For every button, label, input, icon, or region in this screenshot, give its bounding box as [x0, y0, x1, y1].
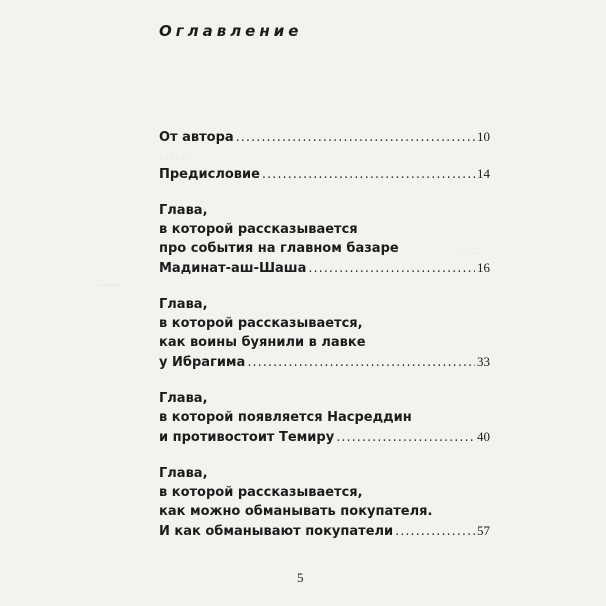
toc-page-number: 57	[477, 523, 490, 538]
toc-entry-line: в которой рассказывается	[159, 222, 358, 237]
toc-entry-line: в которой рассказывается,	[159, 316, 363, 331]
bleed-through-text: . . . . . .	[160, 150, 191, 162]
page-title: Оглавление	[159, 22, 303, 40]
toc-page-number: 40	[477, 429, 490, 444]
toc-entry-line: Глава,	[159, 297, 208, 312]
leader-dots	[336, 428, 475, 447]
toc-entry-title: От автора	[159, 130, 234, 145]
toc-entry-line	[159, 521, 490, 541]
bleed-through-text: .......	[100, 277, 120, 289]
leader-dots	[236, 128, 475, 147]
toc-entry-line: в которой рассказывается,	[159, 485, 363, 500]
toc-entry-line	[159, 127, 490, 147]
toc-entry-line	[159, 258, 490, 278]
toc-entry-line	[159, 352, 490, 372]
toc-entry-line: про события на главном базаре	[159, 241, 399, 256]
toc-entry-line: как воины буянили в лавке	[159, 335, 366, 350]
leader-dots	[262, 165, 475, 184]
leader-dots	[395, 522, 475, 541]
toc-entry-line: в которой появляется Насреддин	[159, 410, 412, 425]
leader-dots	[247, 353, 475, 372]
toc-entry-line: как можно обманывать покупателя.	[159, 504, 433, 519]
toc-page-number: 16	[477, 260, 490, 275]
toc-page-number: 14	[477, 166, 490, 181]
toc-entry[interactable]	[159, 164, 490, 184]
toc-entry[interactable]	[159, 389, 490, 447]
toc-entry[interactable]	[159, 127, 490, 147]
table-of-contents	[159, 127, 490, 558]
leader-dots	[308, 259, 475, 278]
toc-entry-line	[159, 164, 490, 184]
page-number: 5	[297, 570, 304, 585]
bleed-through-text: . . . .	[460, 245, 480, 257]
toc-entry-line: Глава,	[159, 203, 208, 218]
toc-entry[interactable]	[159, 201, 490, 278]
toc-entry-line	[159, 427, 490, 447]
toc-entry-line: Глава,	[159, 466, 208, 481]
toc-entry[interactable]	[159, 464, 490, 541]
toc-entry-title: Мадинат-аш-Шаша	[159, 261, 307, 276]
toc-entry[interactable]	[159, 295, 490, 372]
toc-page-number: 33	[477, 354, 490, 369]
toc-entry-title: Предисловие	[159, 167, 260, 182]
toc-entry-line: Глава,	[159, 391, 208, 406]
toc-entry-title: И как обманывают покупатели	[159, 524, 394, 539]
toc-entry-title: у Ибрагима	[159, 355, 246, 370]
toc-page-number: 10	[477, 129, 490, 144]
toc-entry-title: и противостоит Темиру	[159, 430, 335, 445]
